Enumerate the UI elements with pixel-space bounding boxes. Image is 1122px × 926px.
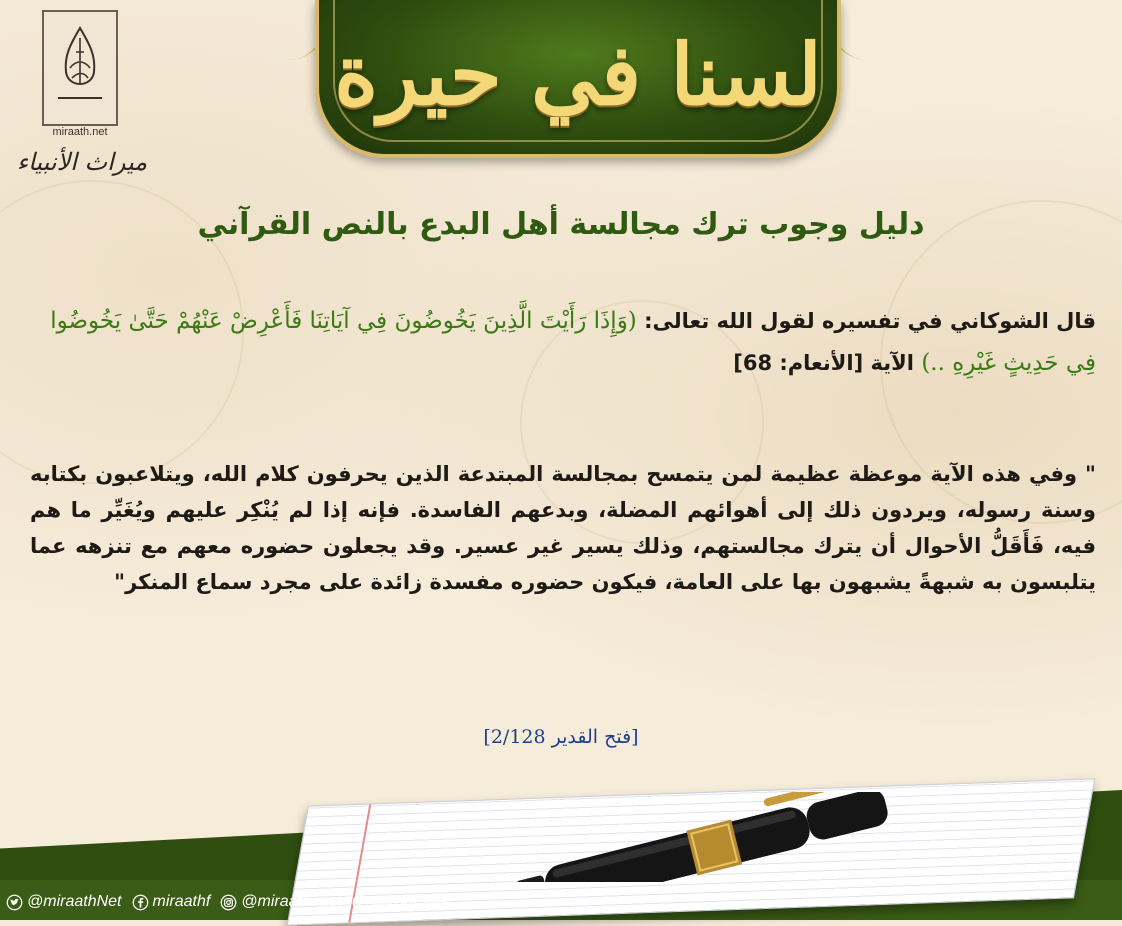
- logo: [42, 10, 118, 138]
- page-heading: دليل وجوب ترك مجالسة أهل البدع بالنص القرآني: [197, 207, 925, 242]
- social-handle: miraathf: [152, 893, 211, 910]
- source-citation: [فتح القدير 2/128]: [483, 726, 639, 748]
- social-facebook[interactable]: [132, 893, 211, 911]
- social-youtube[interactable]: [352, 893, 451, 911]
- social-handle: @miraath_net: [241, 893, 343, 910]
- facebook-icon: [132, 894, 149, 911]
- twitter-icon: [6, 894, 23, 911]
- social-links: [6, 893, 451, 911]
- logo-calligraphy-icon: [50, 24, 110, 106]
- intro-lead: قال الشوكاني في تفسيره لقول الله تعالى:: [644, 309, 1096, 333]
- social-handle: @miraathNet: [27, 893, 122, 910]
- social-handle: miraathNet: [373, 893, 452, 910]
- fountain-pen-icon: [470, 792, 910, 882]
- logo-name-script: ميراث الأنبياء: [16, 148, 148, 176]
- instagram-icon: [220, 894, 237, 911]
- logo-url: miraath.net: [52, 126, 108, 138]
- youtube-icon: [352, 894, 369, 911]
- social-instagram[interactable]: [220, 893, 342, 911]
- verse-reference: الآية [الأنعام: 68]: [733, 351, 914, 375]
- banner-title: لسنا في حيرة: [334, 25, 822, 124]
- quran-verse: (وَإِذَا رَأَيْتَ الَّذِينَ يَخُوضُونَ فِي آيَاتِنَا فَأَعْرِضْ عَنْهُمْ حَتَّىٰ يَخُوضُوا فِي حَدِيثٍ غَيْرِهِ ..): [50, 308, 1096, 376]
- social-twitter[interactable]: [6, 893, 122, 911]
- title-banner: [315, 0, 841, 158]
- intro-paragraph: [30, 300, 1096, 384]
- logo-frame: [42, 10, 118, 126]
- quote-paragraph: " وفي هذه الآية موعظة عظيمة لمن يتمسح بمجالسة المبتدعة الذين يحرفون كلام الله، ويتلاعبون بكتابه وسنة رسوله، ويردون ذلك إلى أهوائهم المضلة، وبدعهم الفاسدة. فإنه إذا لم يُنْكِر عليهم ويُغَيِّر ما هم فيه، فَأَقَلُّ الأحوال أن يترك مجالستهم، وذلك يسير غير عسير. وقد يجعلون حضوره معهم مع تنزهه عما يتلبسون به شبهةً يشبهون بها على العامة، فيكون حضوره مفسدة زائدة على مجرد سماع المنكر": [30, 462, 1096, 594]
